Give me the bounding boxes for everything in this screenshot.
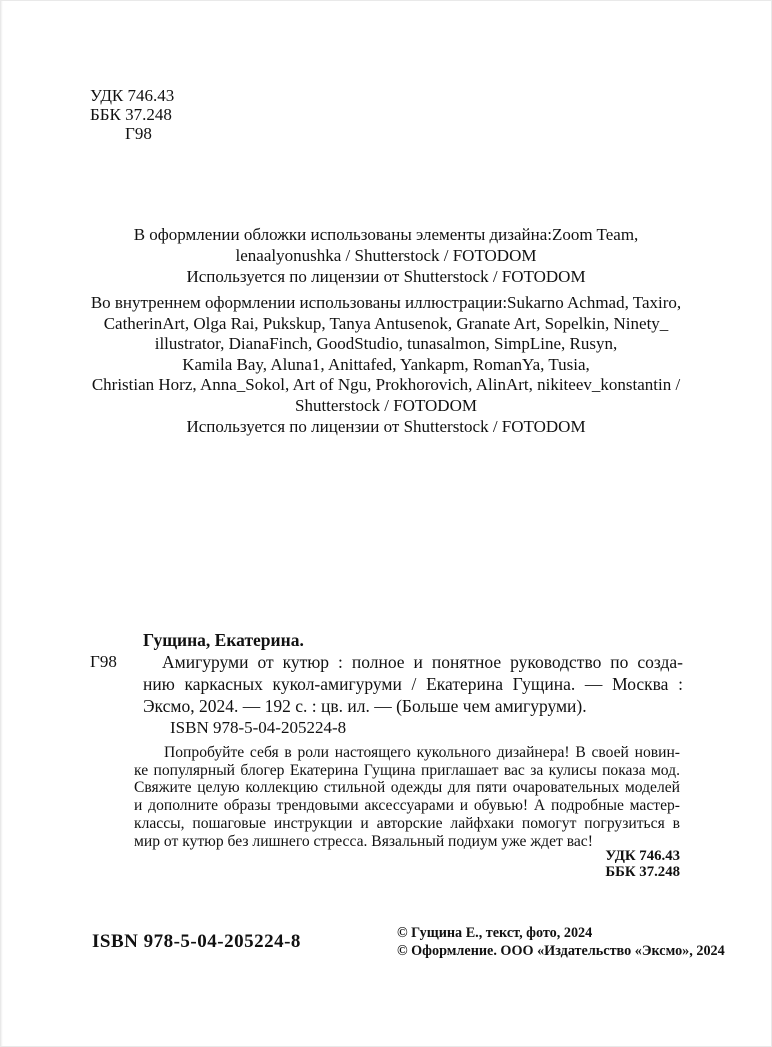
classification-codes-top [90, 86, 174, 143]
cover-credits-line: lenaalyonushka / Shutterstock / FOTODOM [235, 246, 537, 265]
bibliographic-description-line: Эксмо, 2024. — 192 с. : цв. ил. — (Больше чем амигуруми). [143, 696, 587, 716]
illustration-credits-line: Во внутреннем оформлении использованы иллюстрации:Sukarno Achmad, Taxiro, [90, 293, 682, 312]
bbk-code: ББК 37.248 [90, 105, 172, 124]
annotation-line: и дополните образы трендовыми аксессуарами и обувью! А подробные мастер- [134, 797, 680, 815]
author-sign: Г98 [125, 124, 152, 143]
cover-credits-line: В оформлении обложки использованы элементы дизайна:Zoom Team, [133, 225, 639, 244]
annotation-line: классы, пошаговые инструкции и авторские лайфхаки помогут погрузиться в [134, 814, 680, 832]
annotation-line: Свяжите целую коллекцию стильной одежды для пяти очаровательных моделей [134, 779, 680, 797]
isbn-record: ISBN 978-5-04-205224-8 [170, 718, 347, 737]
annotation-line: Попробуйте себя в роли настоящего кукольного дизайнера! В своей новин- [164, 744, 680, 761]
copyright-publisher-line: © Оформление. ООО «Издательство «Эксмо», 2024 [397, 942, 725, 959]
cover-credits-license-line: Используется по лицензии от Shutterstock / FOTODOM [186, 267, 586, 286]
udk-code-bottom: УДК 746.43 [605, 848, 680, 864]
bbk-code-bottom: ББК 37.248 [605, 864, 680, 881]
classification-codes-bottom [605, 848, 680, 881]
illustration-credits-line: CatherinArt, Olga Rai, Pukskup, Tanya Antusenok, Granate Art, Sopelkin, Ninety_ [103, 313, 669, 333]
copyright-author-line: © Гущина Е., текст, фото, 2024 [397, 925, 593, 941]
annotation-paragraph [134, 744, 680, 850]
isbn-footer: ISBN 978-5-04-205224-8 [92, 931, 301, 952]
author-heading: Гущина, Екатерина. [143, 630, 304, 650]
bibliographic-record [143, 629, 683, 717]
annotation-line: ке популярный блогер Екатерина Гущина приглашает вас за кулисы показа мод. [134, 761, 680, 779]
copyright-block [397, 925, 725, 960]
illustration-credits-line: Christian Horz, Anna_Sokol, Art of Ngu, Prokhorovich, AlinArt, nikiteev_konstantin / [91, 375, 681, 395]
cover-credits [0, 224, 772, 287]
illustration-credits [0, 293, 772, 437]
illustration-credits-license-line: Используется по лицензии от Shutterstock / FOTODOM [186, 416, 586, 436]
udk-code: УДК 746.43 [90, 86, 175, 105]
illustration-credits-line: Shutterstock / FOTODOM [295, 395, 477, 415]
annotation-line: мир от кутюр без лишнего стресса. Вязальный подиум уже ждет вас! [134, 832, 593, 850]
author-sign-margin: Г98 [90, 652, 117, 671]
bibliographic-description-line: Амигуруми от кутюр : полное и понятное руководство по созда- [162, 652, 683, 672]
illustration-credits-line: Kamila Bay, Aluna1, Anittafed, Yankapm, RomanYa, Tusia, [182, 354, 590, 374]
illustration-credits-line: illustrator, DianaFinch, GoodStudio, tunasalmon, SimpLine, Rusyn, [154, 334, 618, 354]
bibliographic-description-line: нию каркасных кукол-амигуруми / Екатерина Гущина. — Москва : [143, 674, 683, 694]
